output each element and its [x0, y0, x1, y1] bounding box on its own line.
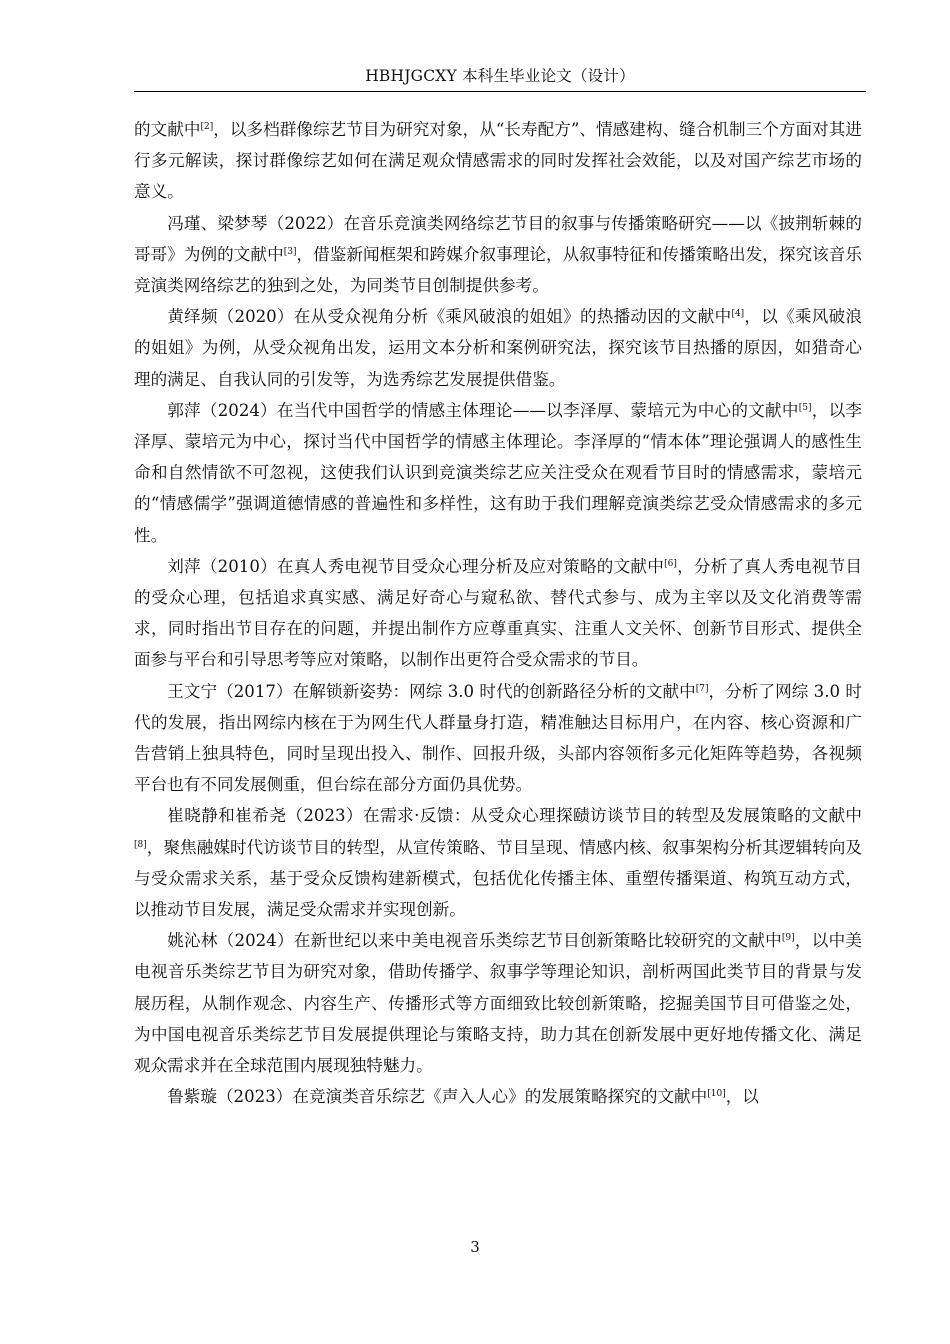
paragraph-9 [134, 1081, 862, 1112]
citation-ref: [9] [781, 933, 795, 944]
paragraph-text: 郭萍（2024）在当代中国哲学的情感主体理论——以李泽厚、蒙培元为中心的文献中 [167, 400, 799, 420]
paragraph-text: 的文献中 [134, 120, 201, 139]
paragraph-text: ，以《乘风破浪的姐姐》为例，从受众视角出发，运用文本分析和案例研究法，探究该节目热播的原因，如猎奇心理的满足、自我认同的引发等，为选秀综艺发展提供借鉴。 [134, 307, 863, 389]
paragraph-6 [134, 676, 862, 801]
paragraph-2 [134, 208, 862, 302]
citation-ref: [7] [695, 683, 709, 694]
paragraph-text: ，以 [725, 1087, 759, 1107]
paragraph-8 [134, 925, 862, 1081]
page-number: 3 [470, 1238, 480, 1256]
paragraph-text: ，借鉴新闻框架和跨媒介叙事理论，从叙事特征和传播策略出发，探究该音乐竞演类网络综艺的独到之处，为同类节目创制提供参考。 [134, 244, 862, 296]
header-divider [134, 91, 866, 92]
paragraph-text: ，以李泽厚、蒙培元为中心，探讨当代中国哲学的情感主体理论。李泽厚的“情本体”理论强调人的感性生命和自然情欲不可忽视，这使我们认识到竞演类综艺应关注受众在观看节目时的情感需求，蒙培元的“情感儒学”强调道德情感的普遍性和多样性，这有助于我们理解竞演类综艺受众情感需求的多元性。 [134, 400, 862, 545]
paragraph-4 [134, 395, 862, 551]
paragraph-text: ，聚焦融媒时代访谈节目的转型，从宣传策略、节目呈现、情感内核、叙事架构分析其逻辑转向及与受众需求关系，基于受众反馈构建新模式，包括优化传播主体、重塑传播渠道、构筑互动方式，以推动节目发展，满足受众需求并实现创新。 [134, 837, 862, 920]
paragraph-text: 刘萍（2010）在真人秀电视节目受众心理分析及应对策略的文献中 [167, 556, 665, 576]
citation-ref: [6] [664, 559, 677, 569]
paragraph-3 [134, 301, 862, 395]
citation-ref: [2] [200, 122, 214, 133]
paragraph-text: ，以多档群像综艺节目为研究对象，从“长寿配方”、情感建构、缝合机制三个方面对其进行多元解读，探讨群像综艺如何在满足观众情感需求的同时发挥社会效能，以及对国产综艺市场的意义。 [134, 120, 862, 202]
citation-ref: [10] [707, 1089, 726, 1100]
citation-ref: [4] [731, 309, 745, 320]
paragraph-text: ，分析了真人秀电视节目的受众心理，包括追求真实感、满足好奇心与窥私欲、替代式参与、成为主宰以及文化消费等需求，同时指出节目存在的问题，并提出制作方应尊重真实、注重人文关怀、创新节目形式、提供全面参与平台和引导思考等应对策略，以制作出更符合受众需求的节目。 [134, 556, 863, 670]
paragraph-text: 黄绎频（2020）在从受众视角分析《乘风破浪的姐姐》的热播动因的文献中 [167, 307, 732, 327]
paragraph-text: 鲁紫璇（2023）在竞演类音乐综艺《声入人心》的发展策略探究的文献中 [167, 1087, 708, 1107]
paragraph-text: 崔晓静和崔希尧（2023）在需求·反馈：从受众心理探赜访谈节目的转型及发展策略的文献中 [167, 806, 862, 826]
paragraph-text: ，分析了网综 3.0 时代的发展，指出网综内核在于为网生代人群量身打造，精准触达目标用户，在内容、核心资源和广告营销上独具特色，同时呈现出投入、制作、回报升级，头部内容领衔多元化矩阵等趋势，各视频平台也有不同发展侧重，但台综在部分方面仍具优势。 [134, 681, 862, 795]
paragraph-text: 王文宁（2017）在解锁新姿势：网综 3.0 时代的创新路径分析的文献中 [167, 681, 696, 701]
citation-ref: [8] [134, 839, 147, 850]
paragraph-text: ，以中美电视音乐类综艺节目为研究对象，借助传播学、叙事学等理论知识，剖析两国此类节目的背景与发展历程，从制作观念、内容生产、传播形式等方面细致比较创新策略，挖掘美国节目可借鉴之处，为中国电视音乐类综艺节目发展提供理论与策略支持，助力其在创新发展中更好地传播文化、满足观众需求并在全球范围内展现独特魅力。 [134, 931, 862, 1076]
paragraph-7 [134, 800, 862, 925]
document-body [134, 114, 862, 1113]
paragraph-text: 冯瑾、梁梦琴（2022）在音乐竞演类网络综艺节目的叙事与传播策略研究——以《披荆斩棘的哥哥》为例的文献中 [134, 213, 862, 264]
paragraph-1 [134, 114, 862, 208]
page-header: HBHJGCXY 本科生毕业论文（设计） [365, 67, 635, 85]
paragraph-text: 姚沁林（2024）在新世纪以来中美电视音乐类综艺节目创新策略比较研究的文献中 [167, 931, 782, 951]
citation-ref: [5] [798, 402, 812, 413]
citation-ref: [3] [283, 246, 297, 257]
paragraph-5 [134, 551, 862, 676]
